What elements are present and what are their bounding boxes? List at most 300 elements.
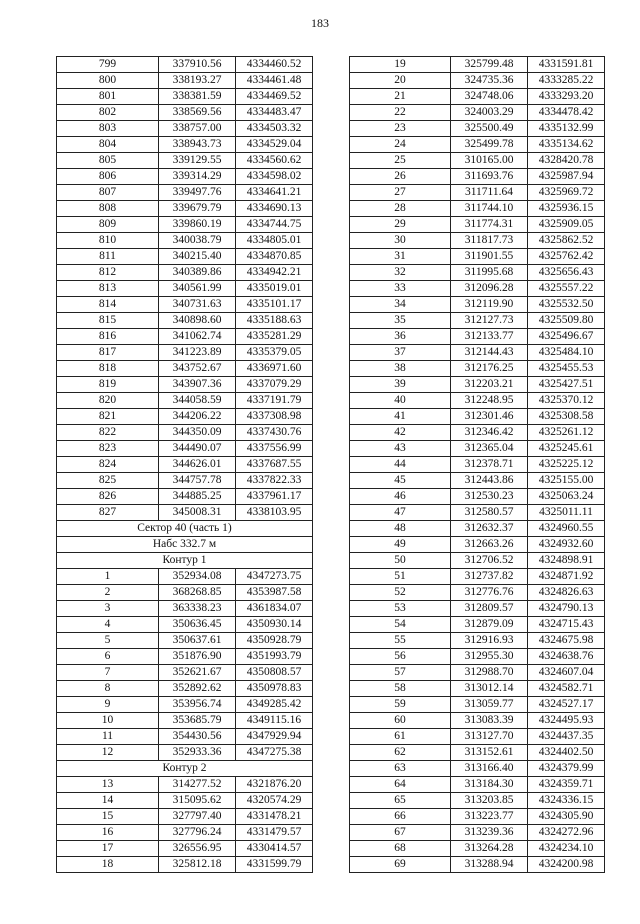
- point-number-cell: 36: [350, 329, 451, 345]
- x-coordinate-cell: 344058.59: [159, 393, 236, 409]
- x-coordinate-cell: 312530.23: [451, 489, 528, 505]
- y-coordinate-cell: 4334690.13: [236, 201, 313, 217]
- y-coordinate-cell: 4324437.35: [528, 729, 605, 745]
- x-coordinate-cell: 324735.36: [451, 73, 528, 89]
- point-number-cell: 49: [350, 537, 451, 553]
- x-coordinate-cell: 345008.31: [159, 505, 236, 521]
- table-row: [57, 425, 313, 441]
- point-number-cell: 808: [57, 201, 159, 217]
- point-number-cell: 43: [350, 441, 451, 457]
- point-number-cell: 67: [350, 825, 451, 841]
- y-coordinate-cell: 4324638.76: [528, 649, 605, 665]
- x-coordinate-cell: 344350.09: [159, 425, 236, 441]
- x-coordinate-cell: 312737.82: [451, 569, 528, 585]
- table-row: [350, 217, 605, 233]
- table-row: [57, 649, 313, 665]
- table-row: [350, 89, 605, 105]
- point-number-cell: 2: [57, 585, 159, 601]
- x-coordinate-cell: 350636.45: [159, 617, 236, 633]
- y-coordinate-cell: 4330414.57: [236, 841, 313, 857]
- table-row: [350, 777, 605, 793]
- point-number-cell: 66: [350, 809, 451, 825]
- y-coordinate-cell: 4325308.58: [528, 409, 605, 425]
- x-coordinate-cell: 312916.93: [451, 633, 528, 649]
- x-coordinate-cell: 312879.09: [451, 617, 528, 633]
- y-coordinate-cell: 4334598.02: [236, 169, 313, 185]
- x-coordinate-cell: 338943.73: [159, 137, 236, 153]
- x-coordinate-cell: 339129.55: [159, 153, 236, 169]
- point-number-cell: 16: [57, 825, 159, 841]
- y-coordinate-cell: 4335188.63: [236, 313, 313, 329]
- point-number-cell: 14: [57, 793, 159, 809]
- x-coordinate-cell: 344757.78: [159, 473, 236, 489]
- table-row: [57, 777, 313, 793]
- x-coordinate-cell: 354430.56: [159, 729, 236, 745]
- y-coordinate-cell: 4350928.79: [236, 633, 313, 649]
- x-coordinate-cell: 312378.71: [451, 457, 528, 473]
- point-number-cell: 19: [350, 57, 451, 73]
- point-number-cell: 800: [57, 73, 159, 89]
- point-number-cell: 819: [57, 377, 159, 393]
- y-coordinate-cell: 4328420.78: [528, 153, 605, 169]
- section-header-cell: Сектор 40 (часть 1): [57, 521, 313, 537]
- point-number-cell: 805: [57, 153, 159, 169]
- y-coordinate-cell: 4321876.20: [236, 777, 313, 793]
- y-coordinate-cell: 4334805.01: [236, 233, 313, 249]
- y-coordinate-cell: 4349285.42: [236, 697, 313, 713]
- y-coordinate-cell: 4331479.57: [236, 825, 313, 841]
- y-coordinate-cell: 4351993.79: [236, 649, 313, 665]
- y-coordinate-cell: 4350930.14: [236, 617, 313, 633]
- y-coordinate-cell: 4325245.61: [528, 441, 605, 457]
- x-coordinate-cell: 339314.29: [159, 169, 236, 185]
- point-number-cell: 802: [57, 105, 159, 121]
- table-row: [350, 457, 605, 473]
- x-coordinate-cell: 325799.48: [451, 57, 528, 73]
- y-coordinate-cell: 4334478.42: [528, 105, 605, 121]
- point-number-cell: 814: [57, 297, 159, 313]
- x-coordinate-cell: 313264.28: [451, 841, 528, 857]
- y-coordinate-cell: 4320574.29: [236, 793, 313, 809]
- point-number-cell: 23: [350, 121, 451, 137]
- x-coordinate-cell: 341062.74: [159, 329, 236, 345]
- point-number-cell: 42: [350, 425, 451, 441]
- y-coordinate-cell: 4338103.95: [236, 505, 313, 521]
- table-row: [350, 825, 605, 841]
- x-coordinate-cell: 352892.62: [159, 681, 236, 697]
- point-number-cell: 8: [57, 681, 159, 697]
- y-coordinate-cell: 4334744.75: [236, 217, 313, 233]
- point-number-cell: 803: [57, 121, 159, 137]
- y-coordinate-cell: 4325557.22: [528, 281, 605, 297]
- table-row: [350, 57, 605, 73]
- point-number-cell: 29: [350, 217, 451, 233]
- y-coordinate-cell: 4337961.17: [236, 489, 313, 505]
- x-coordinate-cell: 338569.56: [159, 105, 236, 121]
- point-number-cell: 11: [57, 729, 159, 745]
- table-row: [57, 793, 313, 809]
- table-row: [350, 809, 605, 825]
- table-row: [57, 217, 313, 233]
- table-row: [350, 297, 605, 313]
- section-header-cell: Набс 332.7 м: [57, 537, 313, 553]
- table-row: [350, 265, 605, 281]
- y-coordinate-cell: 4324234.10: [528, 841, 605, 857]
- table-row: [57, 345, 313, 361]
- point-number-cell: 65: [350, 793, 451, 809]
- y-coordinate-cell: 4331591.81: [528, 57, 605, 73]
- x-coordinate-cell: 324003.29: [451, 105, 528, 121]
- x-coordinate-cell: 338757.00: [159, 121, 236, 137]
- y-coordinate-cell: 4333285.22: [528, 73, 605, 89]
- point-number-cell: 20: [350, 73, 451, 89]
- x-coordinate-cell: 312809.57: [451, 601, 528, 617]
- table-row: [350, 713, 605, 729]
- table-row: [350, 329, 605, 345]
- x-coordinate-cell: 312988.70: [451, 665, 528, 681]
- table-row: [57, 857, 313, 873]
- y-coordinate-cell: 4324200.98: [528, 857, 605, 873]
- y-coordinate-cell: 4347929.94: [236, 729, 313, 745]
- table-row: [350, 761, 605, 777]
- x-coordinate-cell: 340215.40: [159, 249, 236, 265]
- y-coordinate-cell: 4335132.99: [528, 121, 605, 137]
- table-row: [350, 425, 605, 441]
- y-coordinate-cell: 4334460.52: [236, 57, 313, 73]
- y-coordinate-cell: 4325155.00: [528, 473, 605, 489]
- point-number-cell: 69: [350, 857, 451, 873]
- y-coordinate-cell: 4325261.12: [528, 425, 605, 441]
- table-row: [57, 137, 313, 153]
- y-coordinate-cell: 4336971.60: [236, 361, 313, 377]
- table-row: [57, 57, 313, 73]
- point-number-cell: 5: [57, 633, 159, 649]
- table-row: [350, 617, 605, 633]
- point-number-cell: 31: [350, 249, 451, 265]
- table-row: [57, 249, 313, 265]
- x-coordinate-cell: 339679.79: [159, 201, 236, 217]
- x-coordinate-cell: 327796.24: [159, 825, 236, 841]
- y-coordinate-cell: 4325225.12: [528, 457, 605, 473]
- table-row: [350, 601, 605, 617]
- table-row: [57, 681, 313, 697]
- x-coordinate-cell: 325500.49: [451, 121, 528, 137]
- x-coordinate-cell: 313288.94: [451, 857, 528, 873]
- x-coordinate-cell: 340038.79: [159, 233, 236, 249]
- x-coordinate-cell: 313012.14: [451, 681, 528, 697]
- point-number-cell: 7: [57, 665, 159, 681]
- x-coordinate-cell: 312133.77: [451, 329, 528, 345]
- point-number-cell: 811: [57, 249, 159, 265]
- y-coordinate-cell: 4325909.05: [528, 217, 605, 233]
- y-coordinate-cell: 4324898.91: [528, 553, 605, 569]
- x-coordinate-cell: 314277.52: [159, 777, 236, 793]
- table-row: [350, 137, 605, 153]
- point-number-cell: 3: [57, 601, 159, 617]
- table-row: [57, 809, 313, 825]
- y-coordinate-cell: 4334483.47: [236, 105, 313, 121]
- point-number-cell: 18: [57, 857, 159, 873]
- table-row: [57, 505, 313, 521]
- y-coordinate-cell: 4334942.21: [236, 265, 313, 281]
- point-number-cell: 10: [57, 713, 159, 729]
- table-row: [350, 473, 605, 489]
- x-coordinate-cell: 312365.04: [451, 441, 528, 457]
- x-coordinate-cell: 339860.19: [159, 217, 236, 233]
- point-number-cell: 12: [57, 745, 159, 761]
- x-coordinate-cell: 341223.89: [159, 345, 236, 361]
- table-row: [350, 537, 605, 553]
- table-row: [350, 377, 605, 393]
- x-coordinate-cell: 312119.90: [451, 297, 528, 313]
- y-coordinate-cell: 4325987.94: [528, 169, 605, 185]
- y-coordinate-cell: 4325427.51: [528, 377, 605, 393]
- point-number-cell: 810: [57, 233, 159, 249]
- point-number-cell: 61: [350, 729, 451, 745]
- x-coordinate-cell: 312127.73: [451, 313, 528, 329]
- point-number-cell: 806: [57, 169, 159, 185]
- x-coordinate-cell: 313184.30: [451, 777, 528, 793]
- y-coordinate-cell: 4335101.17: [236, 297, 313, 313]
- x-coordinate-cell: 315095.62: [159, 793, 236, 809]
- point-number-cell: 22: [350, 105, 451, 121]
- y-coordinate-cell: 4325532.50: [528, 297, 605, 313]
- y-coordinate-cell: 4334469.52: [236, 89, 313, 105]
- x-coordinate-cell: 312346.42: [451, 425, 528, 441]
- point-number-cell: 39: [350, 377, 451, 393]
- y-coordinate-cell: 4325455.53: [528, 361, 605, 377]
- y-coordinate-cell: 4335379.05: [236, 345, 313, 361]
- x-coordinate-cell: 353685.79: [159, 713, 236, 729]
- y-coordinate-cell: 4335019.01: [236, 281, 313, 297]
- section-header-row: [57, 761, 313, 777]
- x-coordinate-cell: 313223.77: [451, 809, 528, 825]
- table-row: [350, 857, 605, 873]
- table-row: [57, 153, 313, 169]
- point-number-cell: 815: [57, 313, 159, 329]
- table-row: [57, 377, 313, 393]
- point-number-cell: 46: [350, 489, 451, 505]
- y-coordinate-cell: 4325370.12: [528, 393, 605, 409]
- point-number-cell: 825: [57, 473, 159, 489]
- point-number-cell: 804: [57, 137, 159, 153]
- table-row: [57, 265, 313, 281]
- x-coordinate-cell: 311901.55: [451, 249, 528, 265]
- table-row: [57, 617, 313, 633]
- table-row: [57, 121, 313, 137]
- table-row: [350, 681, 605, 697]
- point-number-cell: 55: [350, 633, 451, 649]
- x-coordinate-cell: 353956.74: [159, 697, 236, 713]
- y-coordinate-cell: 4349115.16: [236, 713, 313, 729]
- x-coordinate-cell: 311711.64: [451, 185, 528, 201]
- x-coordinate-cell: 352934.08: [159, 569, 236, 585]
- point-number-cell: 27: [350, 185, 451, 201]
- table-row: [57, 825, 313, 841]
- x-coordinate-cell: 350637.61: [159, 633, 236, 649]
- point-number-cell: 827: [57, 505, 159, 521]
- y-coordinate-cell: 4324675.98: [528, 633, 605, 649]
- x-coordinate-cell: 338193.27: [159, 73, 236, 89]
- x-coordinate-cell: 312144.43: [451, 345, 528, 361]
- table-row: [57, 697, 313, 713]
- table-row: [350, 585, 605, 601]
- y-coordinate-cell: 4353987.58: [236, 585, 313, 601]
- y-coordinate-cell: 4337430.76: [236, 425, 313, 441]
- y-coordinate-cell: 4333293.20: [528, 89, 605, 105]
- table-row: [350, 633, 605, 649]
- x-coordinate-cell: 312955.30: [451, 649, 528, 665]
- x-coordinate-cell: 312632.37: [451, 521, 528, 537]
- y-coordinate-cell: 4324607.04: [528, 665, 605, 681]
- y-coordinate-cell: 4324359.71: [528, 777, 605, 793]
- x-coordinate-cell: 313059.77: [451, 697, 528, 713]
- table-row: [57, 473, 313, 489]
- section-header-row: [57, 553, 313, 569]
- table-row: [57, 569, 313, 585]
- y-coordinate-cell: 4324527.17: [528, 697, 605, 713]
- point-number-cell: 24: [350, 137, 451, 153]
- table-row: [57, 745, 313, 761]
- y-coordinate-cell: 4325936.15: [528, 201, 605, 217]
- table-row: [350, 489, 605, 505]
- table-row: [57, 169, 313, 185]
- point-number-cell: 56: [350, 649, 451, 665]
- table-row: [350, 121, 605, 137]
- table-row: [57, 393, 313, 409]
- table-row: [57, 361, 313, 377]
- x-coordinate-cell: 340561.99: [159, 281, 236, 297]
- table-row: [350, 441, 605, 457]
- x-coordinate-cell: 312580.57: [451, 505, 528, 521]
- x-coordinate-cell: 311817.73: [451, 233, 528, 249]
- x-coordinate-cell: 311693.76: [451, 169, 528, 185]
- table-row: [350, 201, 605, 217]
- x-coordinate-cell: 340731.63: [159, 297, 236, 313]
- y-coordinate-cell: 4325862.52: [528, 233, 605, 249]
- point-number-cell: 826: [57, 489, 159, 505]
- point-number-cell: 4: [57, 617, 159, 633]
- y-coordinate-cell: 4324960.55: [528, 521, 605, 537]
- point-number-cell: 52: [350, 585, 451, 601]
- point-number-cell: 54: [350, 617, 451, 633]
- x-coordinate-cell: 343907.36: [159, 377, 236, 393]
- table-row: [350, 185, 605, 201]
- table-row: [350, 281, 605, 297]
- table-row: [57, 441, 313, 457]
- y-coordinate-cell: 4335134.62: [528, 137, 605, 153]
- point-number-cell: 809: [57, 217, 159, 233]
- y-coordinate-cell: 4325969.72: [528, 185, 605, 201]
- table-row: [350, 505, 605, 521]
- y-coordinate-cell: 4350808.57: [236, 665, 313, 681]
- x-coordinate-cell: 311995.68: [451, 265, 528, 281]
- section-header-row: [57, 537, 313, 553]
- table-row: [57, 329, 313, 345]
- x-coordinate-cell: 313127.70: [451, 729, 528, 745]
- x-coordinate-cell: 368268.85: [159, 585, 236, 601]
- y-coordinate-cell: 4334529.04: [236, 137, 313, 153]
- y-coordinate-cell: 4325496.67: [528, 329, 605, 345]
- point-number-cell: 26: [350, 169, 451, 185]
- point-number-cell: 50: [350, 553, 451, 569]
- point-number-cell: 17: [57, 841, 159, 857]
- point-number-cell: 35: [350, 313, 451, 329]
- table-row: [350, 313, 605, 329]
- point-number-cell: 51: [350, 569, 451, 585]
- section-header-row: [57, 521, 313, 537]
- x-coordinate-cell: 311744.10: [451, 201, 528, 217]
- y-coordinate-cell: 4361834.07: [236, 601, 313, 617]
- y-coordinate-cell: 4334461.48: [236, 73, 313, 89]
- y-coordinate-cell: 4324715.43: [528, 617, 605, 633]
- table-row: [57, 89, 313, 105]
- y-coordinate-cell: 4334870.85: [236, 249, 313, 265]
- x-coordinate-cell: 351876.90: [159, 649, 236, 665]
- y-coordinate-cell: 4337079.29: [236, 377, 313, 393]
- y-coordinate-cell: 4324932.60: [528, 537, 605, 553]
- x-coordinate-cell: 310165.00: [451, 153, 528, 169]
- table-row: [57, 281, 313, 297]
- point-number-cell: 30: [350, 233, 451, 249]
- point-number-cell: 21: [350, 89, 451, 105]
- y-coordinate-cell: 4324272.96: [528, 825, 605, 841]
- y-coordinate-cell: 4331478.21: [236, 809, 313, 825]
- table-row: [57, 185, 313, 201]
- point-number-cell: 799: [57, 57, 159, 73]
- y-coordinate-cell: 4331599.79: [236, 857, 313, 873]
- y-coordinate-cell: 4325063.24: [528, 489, 605, 505]
- table-row: [350, 249, 605, 265]
- x-coordinate-cell: 343752.67: [159, 361, 236, 377]
- x-coordinate-cell: 312176.25: [451, 361, 528, 377]
- x-coordinate-cell: 312663.26: [451, 537, 528, 553]
- point-number-cell: 62: [350, 745, 451, 761]
- point-number-cell: 13: [57, 777, 159, 793]
- point-number-cell: 64: [350, 777, 451, 793]
- point-number-cell: 823: [57, 441, 159, 457]
- point-number-cell: 38: [350, 361, 451, 377]
- table-row: [350, 73, 605, 89]
- x-coordinate-cell: 344885.25: [159, 489, 236, 505]
- point-number-cell: 63: [350, 761, 451, 777]
- y-coordinate-cell: 4334503.32: [236, 121, 313, 137]
- table-row: [350, 521, 605, 537]
- point-number-cell: 817: [57, 345, 159, 361]
- x-coordinate-cell: 326556.95: [159, 841, 236, 857]
- section-header-cell: Контур 2: [57, 761, 313, 777]
- x-coordinate-cell: 312443.86: [451, 473, 528, 489]
- coordinates-table-left: [56, 56, 313, 873]
- x-coordinate-cell: 324748.06: [451, 89, 528, 105]
- point-number-cell: 25: [350, 153, 451, 169]
- table-row: [350, 745, 605, 761]
- table-row: [57, 729, 313, 745]
- table-row: [350, 233, 605, 249]
- table-row: [350, 697, 605, 713]
- point-number-cell: 821: [57, 409, 159, 425]
- point-number-cell: 822: [57, 425, 159, 441]
- table-row: [57, 601, 313, 617]
- point-number-cell: 32: [350, 265, 451, 281]
- y-coordinate-cell: 4324826.63: [528, 585, 605, 601]
- table-row: [57, 489, 313, 505]
- y-coordinate-cell: 4324582.71: [528, 681, 605, 697]
- point-number-cell: 58: [350, 681, 451, 697]
- point-number-cell: 33: [350, 281, 451, 297]
- section-header-cell: Контур 1: [57, 553, 313, 569]
- x-coordinate-cell: 313203.85: [451, 793, 528, 809]
